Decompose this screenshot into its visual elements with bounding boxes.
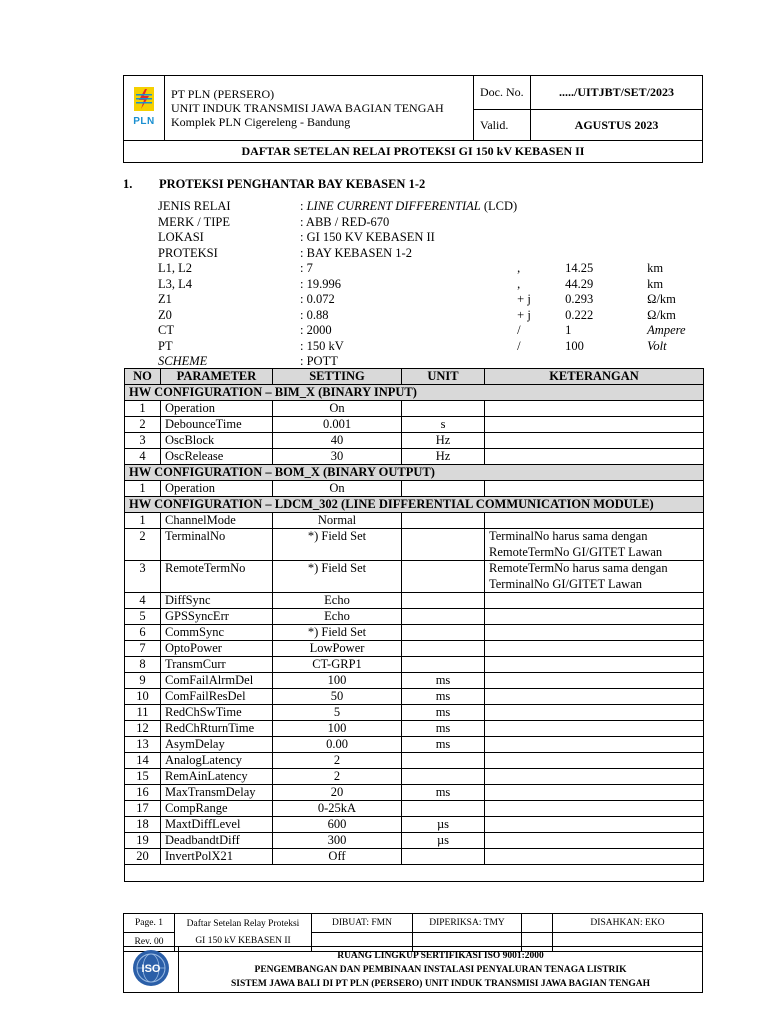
section-title: PROTEKSI PENGHANTAR BAY KEBASEN 1-2 — [159, 177, 426, 191]
info-value-text: 150 kV — [306, 338, 344, 353]
cell-unit: Hz — [402, 449, 485, 465]
info-label: L1, L2 — [158, 261, 193, 275]
blank-cell — [522, 914, 553, 933]
cell-no: 5 — [125, 609, 161, 625]
info-value-text: BAY KEBASEN 1-2 — [306, 245, 412, 260]
cell-parameter: RemAinLatency — [161, 769, 273, 785]
table-row — [125, 833, 704, 849]
diperiksa: DIPERIKSA: TMY — [413, 914, 522, 933]
cell-keterangan — [485, 769, 704, 785]
cell-unit — [402, 753, 485, 769]
cell-keterangan: RemoteTermNo harus sama dengan TerminalNo GI/GITET Lawan — [485, 561, 704, 593]
cell-unit — [402, 625, 485, 641]
cell-unit: Hz — [402, 433, 485, 449]
cell-unit: ms — [402, 785, 485, 801]
cell-setting: LowPower — [273, 641, 402, 657]
table-row — [125, 673, 704, 689]
group-header-row — [125, 385, 704, 401]
cell-keterangan — [485, 721, 704, 737]
table-row — [125, 625, 704, 641]
cell-setting: Echo — [273, 609, 402, 625]
cell-keterangan: TerminalNo harus sama dengan RemoteTermNo GI/GITET Lawan — [485, 529, 704, 561]
cert-line-2: PENGEMBANGAN DAN PEMBINAAN INSTALASI PENYALURAN TENAGA LISTRIK — [254, 964, 627, 975]
table-row — [125, 737, 704, 753]
doc-no-value: ...../UITJBT/SET/2023 — [531, 76, 703, 110]
footer-doc-title-line2: GI 150 kV KEBASEN II — [195, 935, 291, 946]
info-separator — [517, 215, 565, 231]
info-row — [158, 277, 686, 293]
cell-setting: 600 — [273, 817, 402, 833]
info-value-2: 1 — [565, 323, 572, 337]
dibuat: DIBUAT: FMN — [312, 914, 413, 933]
cell-setting: 0.001 — [273, 417, 402, 433]
cell-keterangan — [485, 849, 704, 865]
info-row — [158, 261, 686, 277]
footer-certification — [123, 946, 703, 993]
table-row — [125, 721, 704, 737]
empty-row — [125, 865, 704, 882]
info-value-2: 44.29 — [565, 276, 594, 291]
info-value: : 2000 — [300, 323, 332, 337]
info-separator: / — [517, 338, 521, 353]
info-value-2: 14.25 — [565, 261, 594, 275]
cell-no: 10 — [125, 689, 161, 705]
col-header-setting: SETTING — [273, 369, 402, 385]
cell-parameter: TerminalNo — [161, 529, 273, 561]
info-value-2: 0.222 — [565, 307, 594, 322]
cell-no: 7 — [125, 641, 161, 657]
cell-keterangan — [485, 817, 704, 833]
table-row — [125, 801, 704, 817]
section-heading — [123, 177, 425, 192]
info-row — [158, 199, 686, 215]
group-header-row — [125, 497, 704, 513]
info-label: Z0 — [158, 307, 172, 322]
table-row — [125, 785, 704, 801]
empty-cell — [125, 865, 704, 882]
cell-setting: *) Field Set — [273, 561, 402, 593]
certification-text — [179, 947, 703, 993]
cell-setting: *) Field Set — [273, 529, 402, 561]
info-separator: / — [517, 323, 521, 337]
cell-unit — [402, 657, 485, 673]
table-header-row — [125, 369, 704, 385]
info-value: : 7 — [300, 261, 313, 275]
info-value-text: 2000 — [306, 323, 332, 337]
info-value-text: POTT — [306, 354, 338, 368]
group-title: HW CONFIGURATION – LDCM_302 (LINE DIFFERENTIAL COMMUNICATION MODULE) — [125, 497, 704, 513]
disahkan: DISAHKAN: EKO — [553, 914, 703, 933]
cell-setting: Normal — [273, 513, 402, 529]
company-name: PT PLN (PERSERO) — [171, 87, 275, 101]
cell-no: 12 — [125, 721, 161, 737]
cell-no: 14 — [125, 753, 161, 769]
cell-unit: µs — [402, 817, 485, 833]
cell-setting: 0.00 — [273, 737, 402, 753]
table-row — [125, 849, 704, 865]
cell-keterangan — [485, 401, 704, 417]
cell-keterangan — [485, 641, 704, 657]
cell-unit — [402, 513, 485, 529]
group-header-row — [125, 465, 704, 481]
cell-no: 3 — [125, 561, 161, 593]
cell-parameter: Operation — [161, 481, 273, 497]
cell-unit: µs — [402, 833, 485, 849]
cell-keterangan — [485, 785, 704, 801]
doc-no-label: Doc. No. — [474, 76, 531, 110]
info-value: : 150 kV — [300, 338, 344, 353]
cell-setting: 30 — [273, 449, 402, 465]
cell-parameter: OptoPower — [161, 641, 273, 657]
cell-keterangan — [485, 481, 704, 497]
info-value: : 19.996 — [300, 276, 341, 291]
table-row — [125, 561, 704, 593]
info-label: CT — [158, 323, 174, 337]
cell-unit — [402, 769, 485, 785]
info-row — [158, 215, 686, 231]
cell-unit — [402, 481, 485, 497]
cell-no: 2 — [125, 529, 161, 561]
cell-unit — [402, 529, 485, 561]
info-value: : ABB / RED-670 — [300, 214, 390, 229]
cell-setting: *) Field Set — [273, 625, 402, 641]
cell-parameter: RedChRturnTime — [161, 721, 273, 737]
cell-no: 3 — [125, 433, 161, 449]
cell-setting: Echo — [273, 593, 402, 609]
cell-no: 20 — [125, 849, 161, 865]
cell-setting: 50 — [273, 689, 402, 705]
info-unit: km — [647, 261, 664, 275]
col-header-no: NO — [125, 369, 161, 385]
cell-no: 18 — [125, 817, 161, 833]
info-separator: + j — [517, 307, 531, 322]
info-label: SCHEME — [158, 354, 208, 368]
cell-parameter: GPSSyncErr — [161, 609, 273, 625]
info-value-2: 100 — [565, 338, 584, 353]
info-value-text: 0.072 — [306, 292, 335, 306]
cell-parameter: Operation — [161, 401, 273, 417]
cell-parameter: RedChSwTime — [161, 705, 273, 721]
info-value: : LINE CURRENT DIFFERENTIAL (LCD) — [300, 199, 518, 213]
cell-setting: On — [273, 481, 402, 497]
info-label: Z1 — [158, 292, 172, 306]
cell-setting: 40 — [273, 433, 402, 449]
info-label: L3, L4 — [158, 276, 193, 291]
cell-setting: 2 — [273, 753, 402, 769]
document-title: DAFTAR SETELAN RELAI PROTEKSI GI 150 kV KEBASEN II — [124, 141, 703, 163]
info-value: : GI 150 KV KEBASEN II — [300, 230, 435, 244]
info-label: PT — [158, 338, 173, 353]
cell-setting: 20 — [273, 785, 402, 801]
cell-setting: 100 — [273, 673, 402, 689]
info-value-text: GI 150 KV KEBASEN II — [306, 230, 435, 244]
company-info — [165, 76, 474, 141]
info-label: MERK / TIPE — [158, 214, 230, 229]
info-label: LOKASI — [158, 230, 204, 244]
info-value-2 — [565, 199, 647, 215]
col-header-unit: UNIT — [402, 369, 485, 385]
cell-no: 11 — [125, 705, 161, 721]
cell-parameter: CompRange — [161, 801, 273, 817]
table-row — [125, 657, 704, 673]
info-row — [158, 292, 686, 308]
cell-parameter: ChannelMode — [161, 513, 273, 529]
iso-logo-icon — [131, 948, 171, 988]
cell-no: 16 — [125, 785, 161, 801]
info-row — [158, 308, 686, 324]
cell-parameter: CommSync — [161, 625, 273, 641]
table-row — [125, 641, 704, 657]
table-row — [125, 769, 704, 785]
group-title: HW CONFIGURATION – BIM_X (BINARY INPUT) — [125, 385, 704, 401]
cell-keterangan — [485, 705, 704, 721]
info-separator — [517, 230, 565, 246]
info-value-2 — [565, 215, 647, 231]
cell-parameter: AnalogLatency — [161, 753, 273, 769]
cell-no: 17 — [125, 801, 161, 817]
document-header — [123, 75, 703, 163]
table-row — [125, 689, 704, 705]
col-header-keterangan: KETERANGAN — [485, 369, 704, 385]
footer-doc-title-line1: Daftar Setelan Relay Proteksi — [186, 918, 300, 929]
info-value-text: 19.996 — [306, 276, 341, 291]
info-unit — [647, 230, 685, 246]
cell-setting: 2 — [273, 769, 402, 785]
table-row — [125, 593, 704, 609]
cell-no: 1 — [125, 513, 161, 529]
cell-keterangan — [485, 737, 704, 753]
cell-setting: 5 — [273, 705, 402, 721]
info-value: : 0.072 — [300, 292, 335, 306]
cell-keterangan — [485, 625, 704, 641]
cell-no: 13 — [125, 737, 161, 753]
info-row — [158, 339, 686, 355]
info-value: : POTT — [300, 354, 338, 368]
revision: Rev. 00 — [124, 933, 175, 952]
info-value: : 0.88 — [300, 307, 329, 322]
pln-logo-cell — [124, 76, 165, 141]
cell-no: 6 — [125, 625, 161, 641]
info-value-text: 0.88 — [306, 307, 329, 322]
cell-keterangan — [485, 513, 704, 529]
cell-unit — [402, 609, 485, 625]
cell-unit — [402, 849, 485, 865]
cell-keterangan — [485, 609, 704, 625]
section-number: 1. — [123, 177, 133, 191]
cell-unit: ms — [402, 721, 485, 737]
info-unit: Ω/km — [647, 292, 676, 306]
cell-setting: 100 — [273, 721, 402, 737]
cell-no: 19 — [125, 833, 161, 849]
page-number: Page. 1 — [124, 914, 175, 933]
col-header-parameter: PARAMETER — [161, 369, 273, 385]
cell-keterangan — [485, 417, 704, 433]
info-unit: km — [647, 276, 664, 291]
info-value-2 — [565, 230, 647, 246]
cell-unit — [402, 801, 485, 817]
info-unit — [647, 246, 685, 262]
cell-parameter: OscBlock — [161, 433, 273, 449]
info-separator: , — [517, 276, 521, 291]
pln-logo-text: PLN — [133, 116, 155, 127]
cell-keterangan — [485, 593, 704, 609]
cell-parameter: InvertPolX21 — [161, 849, 273, 865]
cell-unit — [402, 593, 485, 609]
cell-parameter: TransmCurr — [161, 657, 273, 673]
info-separator — [517, 246, 565, 262]
cell-setting: 0-25kA — [273, 801, 402, 817]
table-row — [125, 481, 704, 497]
cell-unit — [402, 401, 485, 417]
info-unit: Volt — [647, 338, 667, 353]
cell-unit — [402, 641, 485, 657]
cell-unit: ms — [402, 737, 485, 753]
table-row — [125, 705, 704, 721]
cell-parameter: DiffSync — [161, 593, 273, 609]
cell-unit: s — [402, 417, 485, 433]
cell-parameter: DebounceTime — [161, 417, 273, 433]
info-unit: Ampere — [647, 323, 686, 337]
cell-no: 1 — [125, 401, 161, 417]
company-address: Komplek PLN Cigereleng - Bandung — [171, 115, 351, 129]
cell-parameter: DeadbandtDiff — [161, 833, 273, 849]
cell-parameter: RemoteTermNo — [161, 561, 273, 593]
cell-no: 8 — [125, 657, 161, 673]
cell-parameter: AsymDelay — [161, 737, 273, 753]
pln-logo-icon — [126, 83, 162, 129]
cell-no: 2 — [125, 417, 161, 433]
table-row — [125, 753, 704, 769]
cell-keterangan — [485, 801, 704, 817]
info-separator: + j — [517, 292, 531, 306]
valid-value: AGUSTUS 2023 — [531, 110, 703, 141]
iso-logo-text: ISO — [141, 963, 161, 975]
info-value-2: 0.293 — [565, 292, 594, 306]
table-row — [125, 401, 704, 417]
table-row — [125, 529, 704, 561]
info-value-text: ABB / RED-670 — [305, 214, 390, 229]
info-value: : BAY KEBASEN 1-2 — [300, 245, 412, 260]
cell-keterangan — [485, 673, 704, 689]
cell-keterangan — [485, 753, 704, 769]
cell-setting: On — [273, 401, 402, 417]
cell-keterangan — [485, 449, 704, 465]
cell-parameter: ComFailAlrmDel — [161, 673, 273, 689]
valid-label: Valid. — [474, 110, 531, 141]
group-title: HW CONFIGURATION – BOM_X (BINARY OUTPUT) — [125, 465, 704, 481]
table-row — [125, 513, 704, 529]
cell-setting: Off — [273, 849, 402, 865]
table-row — [125, 449, 704, 465]
cell-no: 15 — [125, 769, 161, 785]
info-value-text: (LCD) — [480, 199, 518, 213]
info-separator — [517, 199, 565, 215]
table-row — [125, 417, 704, 433]
info-value-italic: LINE CURRENT DIFFERENTIAL — [306, 199, 481, 213]
cell-keterangan — [485, 433, 704, 449]
cell-no: 9 — [125, 673, 161, 689]
cell-no: 4 — [125, 449, 161, 465]
relay-info — [158, 199, 686, 370]
cell-parameter: MaxTransmDelay — [161, 785, 273, 801]
info-unit — [647, 199, 685, 215]
info-label: JENIS RELAI — [158, 199, 231, 213]
iso-logo-cell — [124, 947, 179, 993]
cell-keterangan — [485, 657, 704, 673]
info-row — [158, 246, 686, 262]
cell-no: 4 — [125, 593, 161, 609]
info-unit: Ω/km — [647, 307, 676, 322]
cell-unit: ms — [402, 689, 485, 705]
info-label: PROTEKSI — [158, 245, 218, 260]
cell-setting: CT-GRP1 — [273, 657, 402, 673]
cert-line-1: RUANG LINGKUP SERTIFIKASI ISO 9001:2000 — [337, 950, 544, 961]
table-row — [125, 433, 704, 449]
info-row — [158, 323, 686, 339]
cell-keterangan — [485, 689, 704, 705]
cell-setting: 300 — [273, 833, 402, 849]
cert-line-3: SISTEM JAWA BALI DI PT PLN (PERSERO) UNIT INDUK TRANSMISI JAWA BAGIAN TENGAH — [231, 978, 650, 989]
info-value-text: 7 — [306, 261, 313, 275]
cell-unit: ms — [402, 705, 485, 721]
company-unit: UNIT INDUK TRANSMISI JAWA BAGIAN TENGAH — [171, 101, 444, 115]
cell-parameter: ComFailResDel — [161, 689, 273, 705]
table-row — [125, 609, 704, 625]
table-row — [125, 817, 704, 833]
info-value-2 — [565, 246, 647, 262]
cell-keterangan — [485, 833, 704, 849]
cell-no: 1 — [125, 481, 161, 497]
info-unit — [647, 215, 685, 231]
info-separator: , — [517, 261, 521, 275]
settings-table — [124, 368, 704, 882]
cell-unit — [402, 561, 485, 593]
cell-parameter: OscRelease — [161, 449, 273, 465]
cell-parameter: MaxtDiffLevel — [161, 817, 273, 833]
cell-unit: ms — [402, 673, 485, 689]
info-row — [158, 230, 686, 246]
